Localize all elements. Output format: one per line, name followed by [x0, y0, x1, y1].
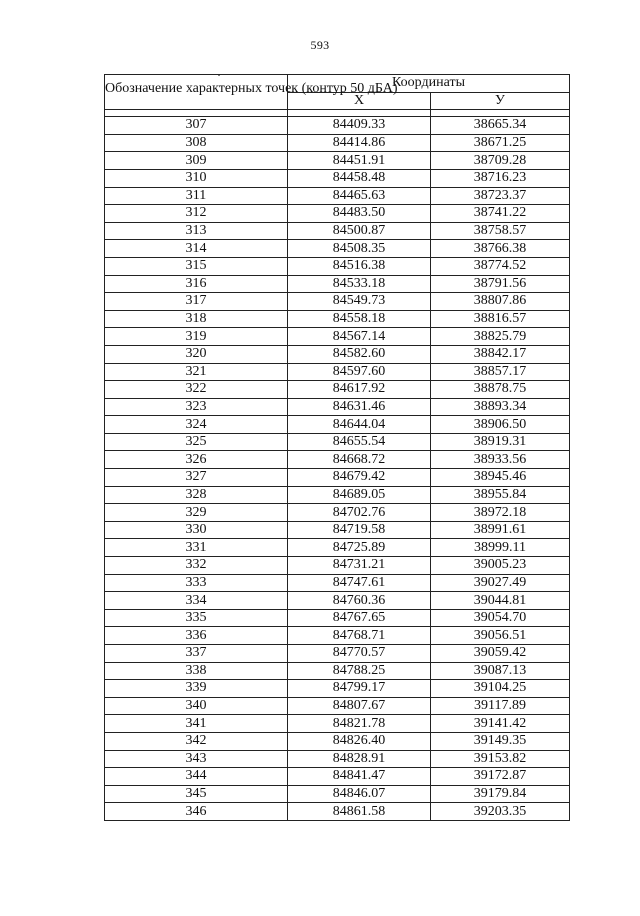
- table-row: [105, 433, 570, 451]
- x-coordinate-cell: 84760.36: [288, 592, 431, 610]
- point-number-cell: 307: [105, 117, 288, 135]
- point-number-cell: 340: [105, 697, 288, 715]
- point-number-cell: 331: [105, 539, 288, 557]
- point-number-cell: 308: [105, 134, 288, 152]
- point-number-cell: 339: [105, 680, 288, 698]
- x-coordinate-cell: 84465.63: [288, 187, 431, 205]
- x-coordinate-cell: 84409.33: [288, 117, 431, 135]
- y-coordinate-cell: 39056.51: [431, 627, 570, 645]
- point-number-cell: 317: [105, 293, 288, 311]
- y-coordinate-cell: 39179.84: [431, 785, 570, 803]
- point-number-cell: 342: [105, 732, 288, 750]
- table-row: [105, 328, 570, 346]
- y-coordinate-cell: 38972.18: [431, 504, 570, 522]
- point-number-cell: 329: [105, 504, 288, 522]
- x-coordinate-cell: 84747.61: [288, 574, 431, 592]
- x-coordinate-cell: 84582.60: [288, 345, 431, 363]
- y-coordinate-cell: 38842.17: [431, 345, 570, 363]
- y-coordinate-cell: 38709.28: [431, 152, 570, 170]
- point-number-cell: 325: [105, 433, 288, 451]
- x-coordinate-cell: 84689.05: [288, 486, 431, 504]
- y-coordinate-cell: 38816.57: [431, 310, 570, 328]
- x-coordinate-cell: 84767.65: [288, 609, 431, 627]
- x-coordinate-cell: 84483.50: [288, 205, 431, 223]
- table-row: [105, 486, 570, 504]
- point-number-cell: 346: [105, 803, 288, 821]
- point-number-cell: 327: [105, 469, 288, 487]
- y-coordinate-cell: 39027.49: [431, 574, 570, 592]
- point-number-cell: 319: [105, 328, 288, 346]
- x-coordinate-cell: 84516.38: [288, 257, 431, 275]
- x-coordinate-cell: 84725.89: [288, 539, 431, 557]
- table-row: [105, 205, 570, 223]
- x-coordinate-cell: 84500.87: [288, 222, 431, 240]
- spacer-row: [105, 110, 570, 117]
- point-number-cell: 328: [105, 486, 288, 504]
- page-number: 593: [310, 38, 330, 52]
- table-row: [105, 117, 570, 135]
- x-coordinate-cell: 84597.60: [288, 363, 431, 381]
- spacer-cell: [105, 110, 288, 117]
- y-coordinate-cell: 38955.84: [431, 486, 570, 504]
- table-row: [105, 732, 570, 750]
- point-number-cell: 332: [105, 557, 288, 575]
- spacer-cell: [431, 110, 570, 117]
- x-coordinate-cell: 84617.92: [288, 381, 431, 399]
- coordinates-table: [104, 74, 570, 821]
- y-coordinate-cell: 38758.57: [431, 222, 570, 240]
- x-coordinate-cell: 84799.17: [288, 680, 431, 698]
- x-coordinate-cell: 84861.58: [288, 803, 431, 821]
- x-coordinate-cell: 84451.91: [288, 152, 431, 170]
- y-coordinate-cell: 39203.35: [431, 803, 570, 821]
- table-row: [105, 381, 570, 399]
- x-coordinate-cell: 84846.07: [288, 785, 431, 803]
- x-coordinate-cell: 84644.04: [288, 416, 431, 434]
- x-column-header: X: [288, 92, 431, 110]
- y-coordinate-cell: 38825.79: [431, 328, 570, 346]
- table-header: [105, 75, 570, 110]
- point-number-cell: 311: [105, 187, 288, 205]
- point-number-cell: 326: [105, 451, 288, 469]
- point-designation-header: [105, 75, 398, 110]
- x-coordinate-cell: 84731.21: [288, 557, 431, 575]
- point-number-cell: 330: [105, 521, 288, 539]
- y-coordinate-cell: 39087.13: [431, 662, 570, 680]
- y-coordinate-cell: 38945.46: [431, 469, 570, 487]
- y-coordinate-cell: 38766.38: [431, 240, 570, 258]
- y-coordinate-cell: 38933.56: [431, 451, 570, 469]
- table-row: [105, 574, 570, 592]
- x-coordinate-cell: 84655.54: [288, 433, 431, 451]
- table-row: [105, 539, 570, 557]
- table-row: [105, 592, 570, 610]
- y-coordinate-cell: 38906.50: [431, 416, 570, 434]
- x-coordinate-cell: 84533.18: [288, 275, 431, 293]
- table-row: [105, 662, 570, 680]
- y-coordinate-cell: 39172.87: [431, 768, 570, 786]
- table-row: [105, 345, 570, 363]
- point-number-cell: 321: [105, 363, 288, 381]
- y-coordinate-cell: 38774.52: [431, 257, 570, 275]
- point-number-cell: 309: [105, 152, 288, 170]
- table-row: [105, 715, 570, 733]
- x-coordinate-cell: 84807.67: [288, 697, 431, 715]
- point-number-cell: 316: [105, 275, 288, 293]
- x-coordinate-cell: 84458.48: [288, 169, 431, 187]
- table-row: [105, 134, 570, 152]
- x-coordinate-cell: 84768.71: [288, 627, 431, 645]
- table-row: [105, 627, 570, 645]
- y-coordinate-cell: 39104.25: [431, 680, 570, 698]
- y-coordinate-cell: 38857.17: [431, 363, 570, 381]
- point-number-cell: 338: [105, 662, 288, 680]
- table-row: [105, 275, 570, 293]
- x-coordinate-cell: 84679.42: [288, 469, 431, 487]
- table-row: [105, 697, 570, 715]
- table-row: [105, 803, 570, 821]
- x-coordinate-cell: 84719.58: [288, 521, 431, 539]
- point-number-cell: 345: [105, 785, 288, 803]
- y-column-header: У: [431, 92, 570, 110]
- table-row: [105, 469, 570, 487]
- point-number-cell: 334: [105, 592, 288, 610]
- point-number-cell: 324: [105, 416, 288, 434]
- y-coordinate-cell: 38791.56: [431, 275, 570, 293]
- y-coordinate-cell: 38999.11: [431, 539, 570, 557]
- x-coordinate-cell: 84631.46: [288, 398, 431, 416]
- y-coordinate-cell: 38716.23: [431, 169, 570, 187]
- y-coordinate-cell: 39005.23: [431, 557, 570, 575]
- y-coordinate-cell: 38893.34: [431, 398, 570, 416]
- table-row: [105, 169, 570, 187]
- spacer-cell: [288, 110, 431, 117]
- y-coordinate-cell: 38919.31: [431, 433, 570, 451]
- y-coordinate-cell: 38665.34: [431, 117, 570, 135]
- point-number-cell: 320: [105, 345, 288, 363]
- x-coordinate-cell: 84414.86: [288, 134, 431, 152]
- x-coordinate-cell: 84668.72: [288, 451, 431, 469]
- table-row: [105, 680, 570, 698]
- table-row: [105, 451, 570, 469]
- x-coordinate-cell: 84549.73: [288, 293, 431, 311]
- table-row: [105, 750, 570, 768]
- point-number-cell: 337: [105, 645, 288, 663]
- table-row: [105, 363, 570, 381]
- table-row: [105, 398, 570, 416]
- y-coordinate-cell: 38991.61: [431, 521, 570, 539]
- table-row: [105, 240, 570, 258]
- y-coordinate-cell: 39149.35: [431, 732, 570, 750]
- x-coordinate-cell: 84508.35: [288, 240, 431, 258]
- y-coordinate-cell: 38741.22: [431, 205, 570, 223]
- table-row: [105, 310, 570, 328]
- point-designation-header-text: Обозначение характерных точек (контур 50 дБА): [105, 81, 398, 97]
- point-number-cell: 312: [105, 205, 288, 223]
- x-coordinate-cell: 84702.76: [288, 504, 431, 522]
- point-number-cell: 310: [105, 169, 288, 187]
- point-number-cell: 333: [105, 574, 288, 592]
- x-coordinate-cell: 84828.91: [288, 750, 431, 768]
- y-coordinate-cell: 38807.86: [431, 293, 570, 311]
- y-coordinate-cell: 39044.81: [431, 592, 570, 610]
- point-number-cell: 323: [105, 398, 288, 416]
- table-row: [105, 609, 570, 627]
- table-row: [105, 557, 570, 575]
- table-row: [105, 785, 570, 803]
- point-number-cell: 322: [105, 381, 288, 399]
- table-row: [105, 521, 570, 539]
- table-body: [105, 110, 570, 821]
- y-coordinate-cell: 38671.25: [431, 134, 570, 152]
- x-coordinate-cell: 84826.40: [288, 732, 431, 750]
- table-row: [105, 504, 570, 522]
- point-number-cell: 315: [105, 257, 288, 275]
- table-row: [105, 645, 570, 663]
- point-number-cell: 344: [105, 768, 288, 786]
- point-number-cell: 335: [105, 609, 288, 627]
- point-number-cell: 336: [105, 627, 288, 645]
- y-coordinate-cell: 39141.42: [431, 715, 570, 733]
- y-coordinate-cell: 39153.82: [431, 750, 570, 768]
- x-coordinate-cell: 84788.25: [288, 662, 431, 680]
- coordinates-header: Координаты: [288, 75, 570, 93]
- point-number-cell: 313: [105, 222, 288, 240]
- point-number-cell: 341: [105, 715, 288, 733]
- table-row: [105, 257, 570, 275]
- x-coordinate-cell: 84770.57: [288, 645, 431, 663]
- point-number-cell: 314: [105, 240, 288, 258]
- x-coordinate-cell: 84558.18: [288, 310, 431, 328]
- y-coordinate-cell: 39117.89: [431, 697, 570, 715]
- table-row: [105, 187, 570, 205]
- x-coordinate-cell: 84821.78: [288, 715, 431, 733]
- point-number-cell: 318: [105, 310, 288, 328]
- y-coordinate-cell: 39059.42: [431, 645, 570, 663]
- table-row: [105, 222, 570, 240]
- table-row: [105, 768, 570, 786]
- table-row: [105, 152, 570, 170]
- y-coordinate-cell: 39054.70: [431, 609, 570, 627]
- x-coordinate-cell: 84841.47: [288, 768, 431, 786]
- table-row: [105, 416, 570, 434]
- x-coordinate-cell: 84567.14: [288, 328, 431, 346]
- table-row: [105, 293, 570, 311]
- y-coordinate-cell: 38723.37: [431, 187, 570, 205]
- point-number-cell: 343: [105, 750, 288, 768]
- y-coordinate-cell: 38878.75: [431, 381, 570, 399]
